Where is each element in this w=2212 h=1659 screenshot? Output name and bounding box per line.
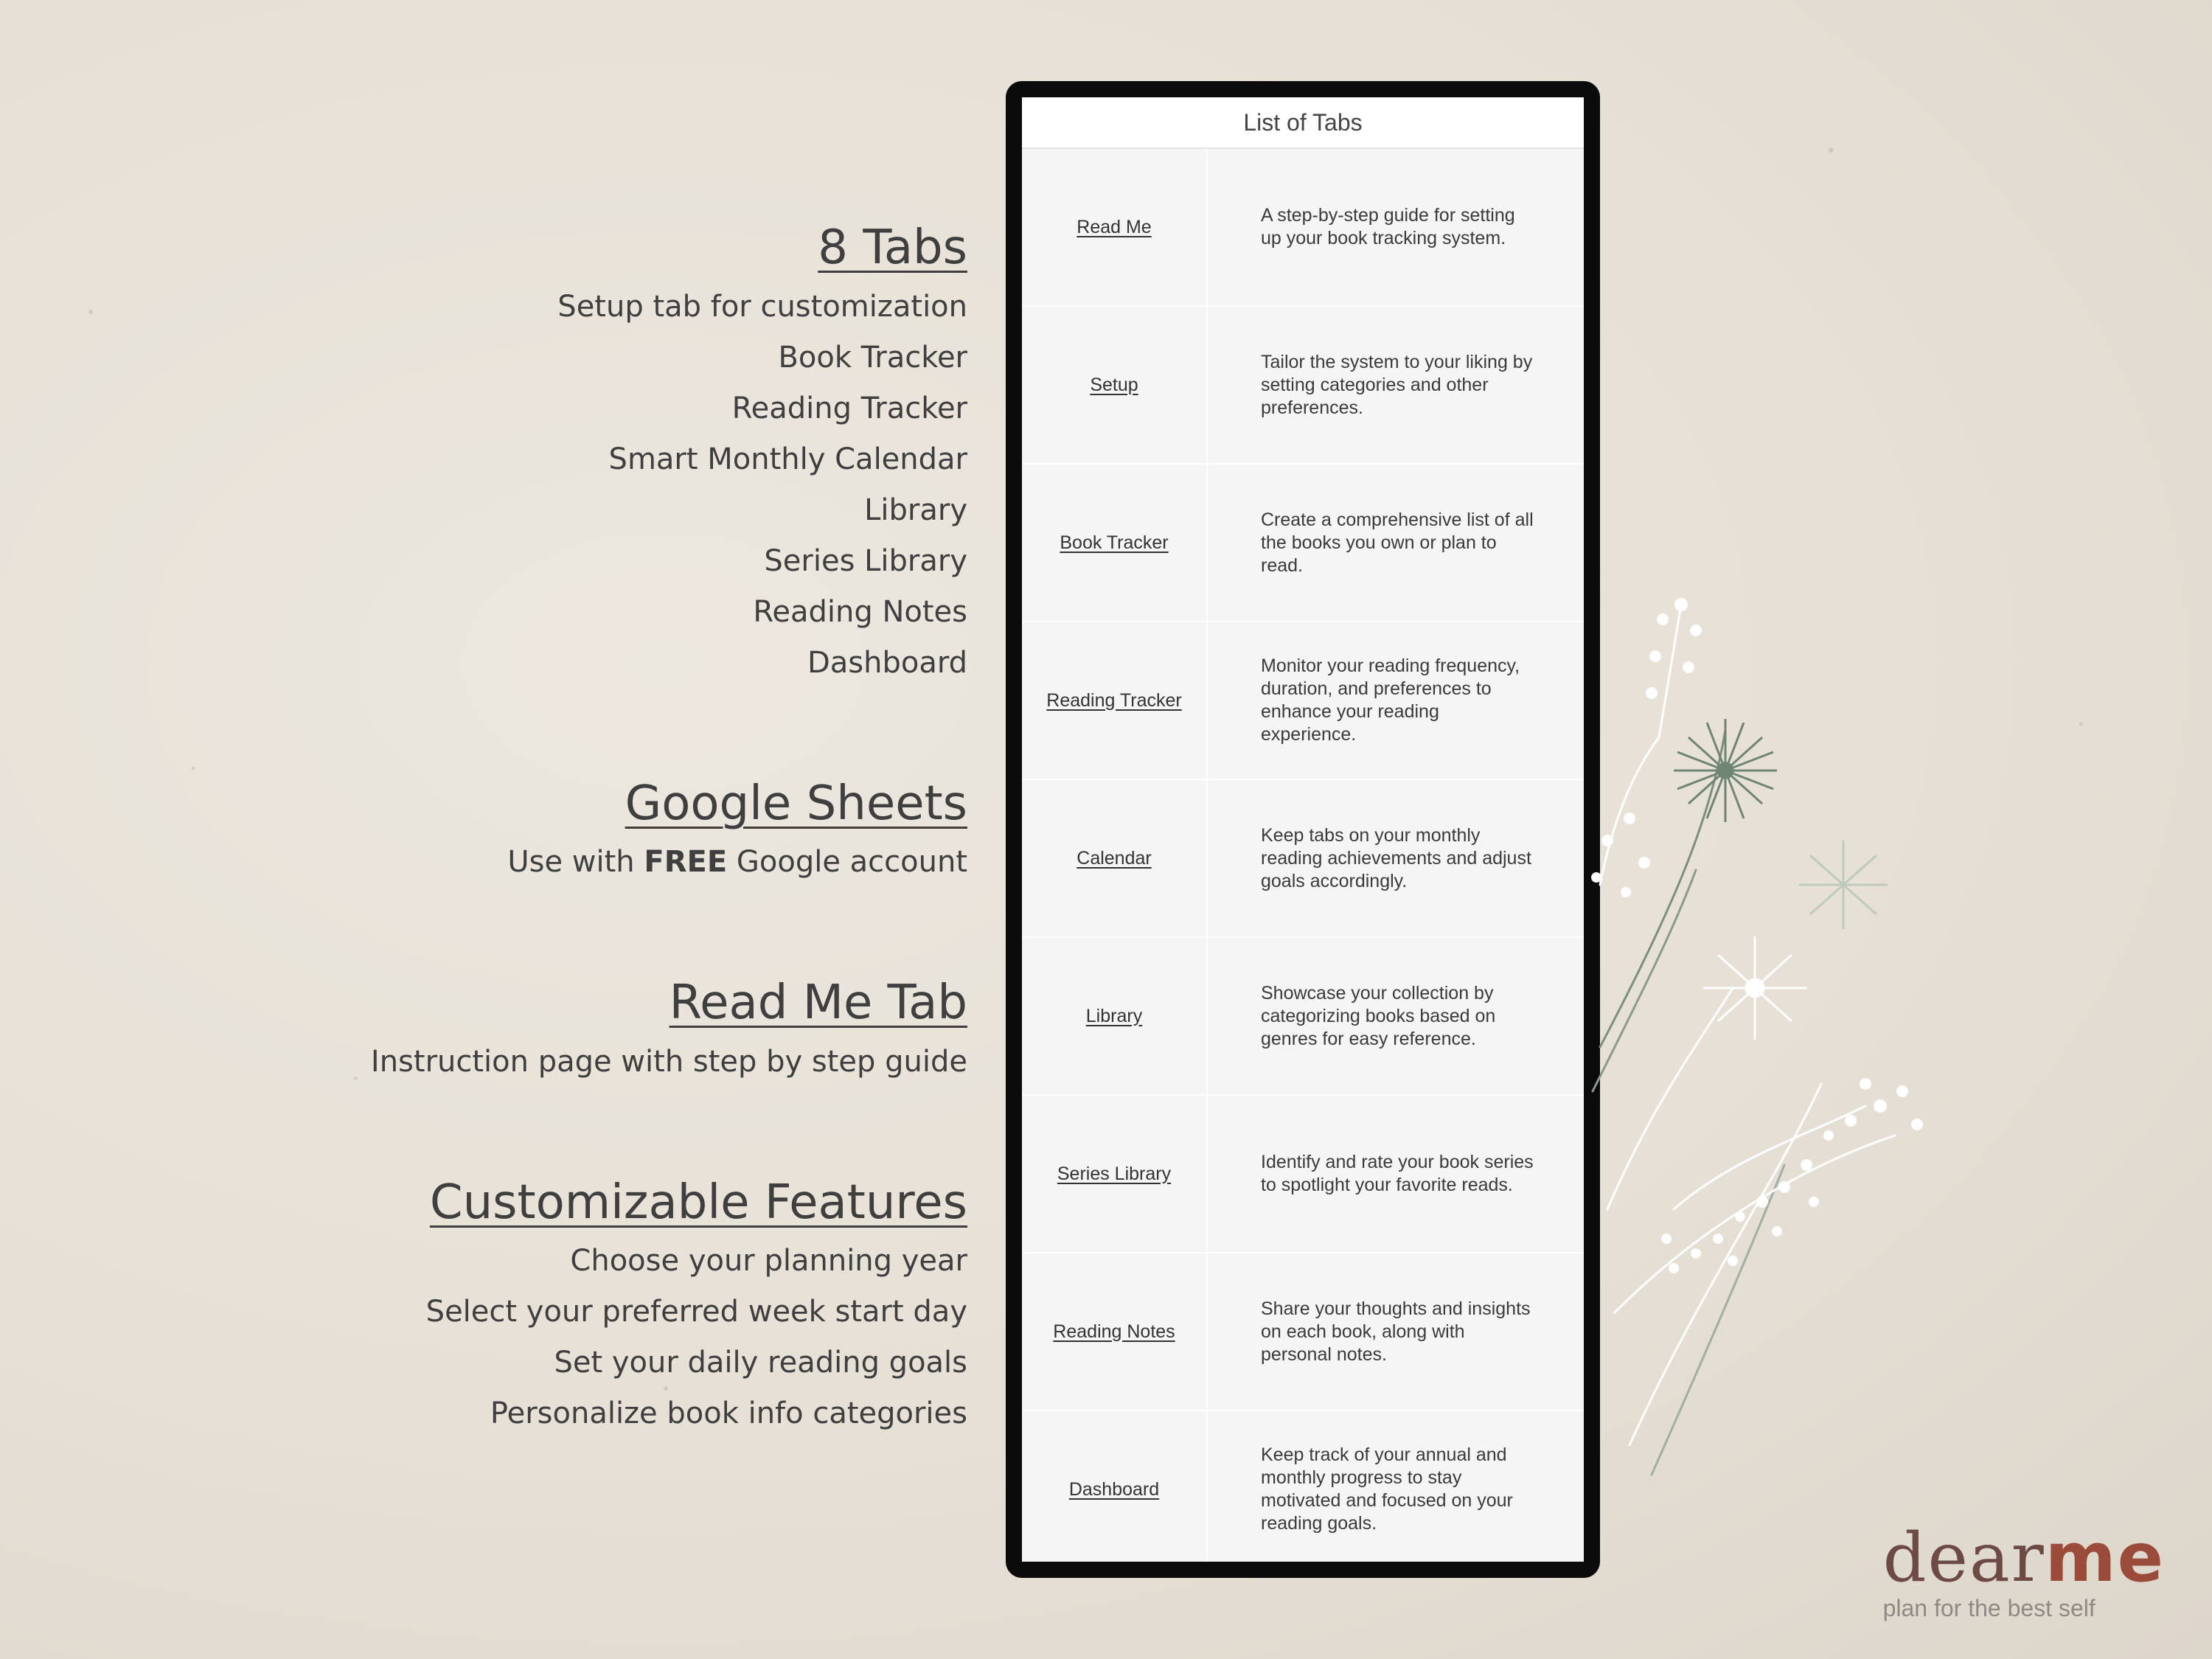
feature-line: Library (864, 493, 967, 527)
tab-description: Keep tabs on your monthly reading achievements and adjust goals accordingly. (1261, 824, 1531, 891)
tab-link-cell (1022, 780, 1208, 936)
section-read-me (221, 976, 967, 1088)
table-row (1022, 938, 1584, 1096)
tab-description: Share your thoughts and insights on each book, along with personal notes. (1261, 1298, 1531, 1365)
tab-link-dashboard[interactable]: Dashboard (1068, 1478, 1160, 1500)
feature-line: Smart Monthly Calendar (608, 442, 967, 476)
line-bold: FREE (644, 845, 728, 880)
feature-line: Reading Tracker (731, 391, 967, 425)
feature-line (221, 837, 967, 888)
tab-description: Tailor the system to your liking by setting categories and other preferences. (1261, 351, 1533, 418)
section-title-tabs: 8 Tabs (818, 220, 967, 275)
tab-description: Identify and rate your book series to spotlight your favorite reads. (1261, 1152, 1534, 1195)
section-tabs (221, 221, 967, 689)
tab-link-book-tracker[interactable]: Book Tracker (1060, 532, 1169, 553)
tab-link-cell (1022, 1096, 1208, 1252)
brand-logo (1882, 1518, 2165, 1597)
table-row (1022, 307, 1584, 465)
tab-link-cell (1022, 938, 1208, 1094)
line-suffix: Google account (727, 845, 967, 880)
brand-block (1882, 1518, 2165, 1622)
phone-mockup (1006, 81, 1600, 1578)
feature-line: Instruction page with step by step guide (370, 1044, 967, 1079)
table-row (1022, 149, 1584, 307)
feature-line: Set your daily reading goals (554, 1346, 967, 1380)
tab-link-reading-tracker[interactable]: Reading Tracker (1046, 689, 1182, 711)
tab-description: Keep track of your annual and monthly progress to stay motivated and focused on your reading goals. (1261, 1444, 1513, 1534)
feature-line: Select your preferred week start day (425, 1295, 967, 1329)
section-title-google-sheets: Google Sheets (625, 776, 967, 831)
tab-link-series-library[interactable]: Series Library (1057, 1163, 1172, 1184)
tab-link-reading-notes[interactable]: Reading Notes (1053, 1321, 1175, 1342)
section-customizable (221, 1176, 967, 1440)
tab-link-cell (1022, 307, 1208, 463)
tab-link-cell (1022, 1411, 1208, 1562)
table-row (1022, 622, 1584, 780)
table-row (1022, 780, 1584, 938)
table-row (1022, 1096, 1584, 1253)
table-row (1022, 1253, 1584, 1411)
tab-link-cell (1022, 149, 1208, 305)
feature-line: Choose your planning year (570, 1244, 967, 1279)
brand-logo-part2: me (2045, 1518, 2165, 1597)
list-header: List of Tabs (1022, 97, 1584, 149)
line-prefix: Use with (507, 845, 644, 880)
tab-link-read-me[interactable]: Read Me (1077, 216, 1152, 237)
tab-link-cell (1022, 1253, 1208, 1410)
feature-line: Personalize book info categories (490, 1397, 967, 1431)
table-row (1022, 1411, 1584, 1562)
brand-tagline: plan for the best self (1882, 1595, 2096, 1621)
tab-link-cell (1022, 465, 1208, 621)
feature-line: Setup tab for customization (557, 289, 967, 324)
tab-description: Create a comprehensive list of all the books you own or plan to read. (1261, 509, 1534, 576)
feature-line: Dashboard (807, 645, 967, 680)
tab-link-setup[interactable]: Setup (1090, 374, 1138, 395)
brand-logo-part1: dear (1882, 1518, 2045, 1597)
tab-description: A step-by-step guide for setting up your book tracking system. (1261, 205, 1515, 248)
section-title-read-me: Read Me Tab (669, 975, 967, 1031)
section-title-customizable: Customizable Features (429, 1175, 967, 1230)
tabs-list-screen (1022, 97, 1584, 1562)
tab-link-library[interactable]: Library (1085, 1005, 1143, 1026)
feature-line: Book Tracker (778, 340, 967, 375)
feature-line: Series Library (764, 543, 967, 578)
section-google-sheets (221, 777, 967, 888)
dandelion-flowers-icon (1585, 575, 2028, 1497)
tab-description: Monitor your reading frequency, duration, and preferences to enhance your reading experience. (1261, 655, 1520, 745)
tab-link-cell (1022, 622, 1208, 779)
tab-description: Showcase your collection by categorizing books based on genres for easy reference. (1261, 982, 1496, 1049)
tab-link-calendar[interactable]: Calendar (1077, 847, 1152, 869)
features-column (221, 221, 967, 1528)
feature-line: Reading Notes (753, 594, 967, 629)
table-row (1022, 465, 1584, 622)
